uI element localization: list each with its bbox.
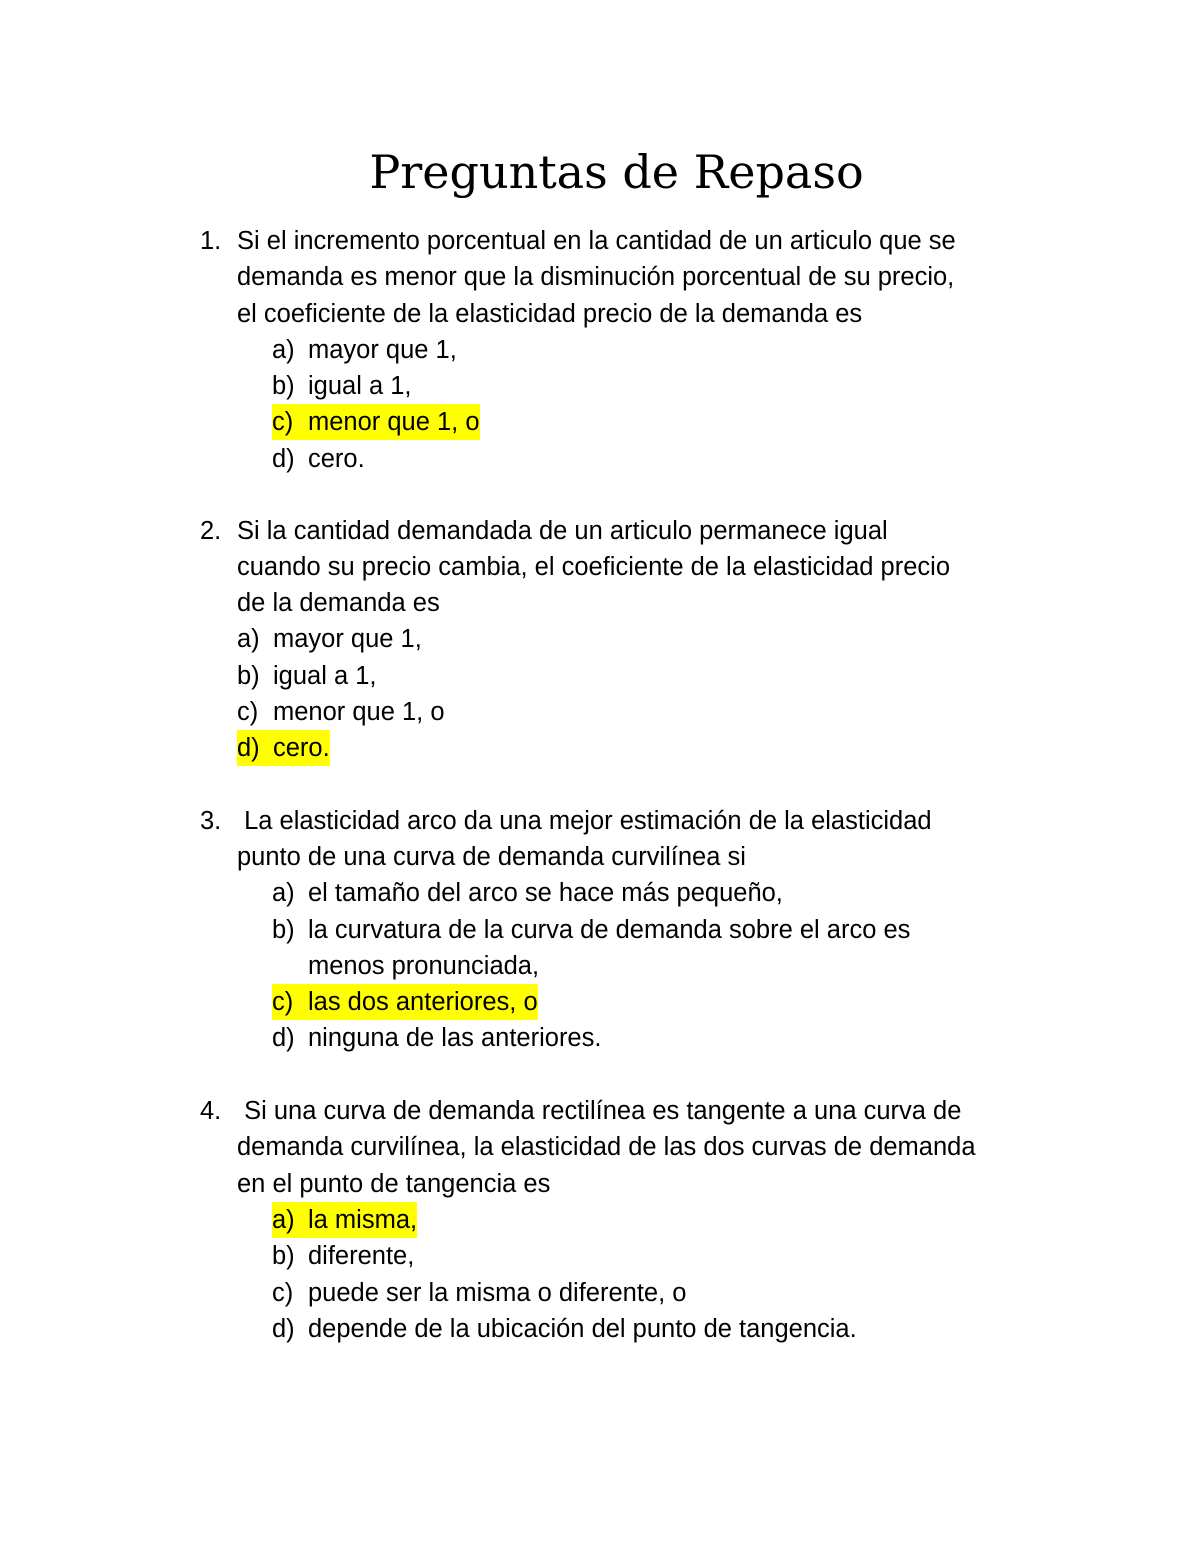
option-d — [272, 441, 365, 477]
option-c-highlighted — [272, 984, 538, 1020]
option-text: igual a 1, — [273, 662, 377, 690]
question-number: 2. — [200, 517, 222, 545]
option-d — [272, 1311, 857, 1347]
option-d-highlighted — [237, 730, 330, 766]
option-text: las dos anteriores, o — [308, 988, 538, 1016]
question-number: 3. — [200, 807, 222, 835]
option-letter: b) — [237, 662, 260, 690]
option-a — [272, 875, 783, 911]
question-text-line: Si la cantidad demandada de un articulo permanece igual — [237, 517, 888, 545]
question-text-line: La elasticidad arco da una mejor estimación de la elasticidad — [237, 807, 932, 835]
option-letter: c) — [272, 408, 294, 436]
option-text: la curvatura de la curva de demanda sobre el arco es — [308, 916, 911, 944]
question-text-line: demanda es menor que la disminución porcentual de su precio, — [237, 263, 955, 291]
option-text: ninguna de las anteriores. — [308, 1024, 602, 1052]
option-c — [272, 1275, 686, 1311]
option-letter: d) — [237, 734, 260, 762]
option-a — [237, 621, 422, 657]
option-letter: c) — [237, 698, 259, 726]
option-b — [237, 658, 377, 694]
question-text-line: el coeficiente de la elasticidad precio de la demanda es — [237, 300, 863, 328]
option-text: mayor que 1, — [273, 625, 422, 653]
option-text: depende de la ubicación del punto de tangencia. — [308, 1315, 857, 1343]
option-text: menor que 1, o — [273, 698, 445, 726]
option-text: cero. — [308, 445, 365, 473]
option-letter: a) — [272, 336, 295, 364]
option-letter: b) — [272, 372, 295, 400]
page-title: Preguntas de Repaso — [369, 145, 864, 199]
option-letter: a) — [272, 1206, 295, 1234]
option-text: menor que 1, o — [308, 408, 480, 436]
option-text-continuation: menos pronunciada, — [308, 952, 540, 980]
option-text: diferente, — [308, 1242, 415, 1270]
option-b — [272, 1238, 414, 1274]
question-text-line: de la demanda es — [237, 589, 440, 617]
question-text-line: demanda curvilínea, la elasticidad de las dos curvas de demanda — [237, 1133, 976, 1161]
option-letter: b) — [272, 916, 295, 944]
option-letter: b) — [272, 1242, 295, 1270]
question-text-line: cuando su precio cambia, el coeficiente de la elasticidad precio — [237, 553, 951, 581]
option-letter: c) — [272, 988, 294, 1016]
option-text: cero. — [273, 734, 330, 762]
option-text: el tamaño del arco se hace más pequeño, — [308, 879, 783, 907]
question-text-line: Si una curva de demanda rectilínea es tangente a una curva de — [237, 1097, 962, 1125]
question-text-line: punto de una curva de demanda curvilínea si — [237, 843, 746, 871]
option-letter: c) — [272, 1279, 294, 1307]
option-letter: d) — [272, 1315, 295, 1343]
option-letter: a) — [272, 879, 295, 907]
option-letter: a) — [237, 625, 260, 653]
option-d — [272, 1020, 601, 1056]
question-number: 1. — [200, 227, 222, 255]
option-letter: d) — [272, 1024, 295, 1052]
option-a-highlighted — [272, 1202, 417, 1238]
question-text-line: Si el incremento porcentual en la cantidad de un articulo que se — [237, 227, 956, 255]
question-number: 4. — [200, 1097, 222, 1125]
option-text: igual a 1, — [308, 372, 412, 400]
option-letter: d) — [272, 445, 295, 473]
option-text: mayor que 1, — [308, 336, 457, 364]
option-text: puede ser la misma o diferente, o — [308, 1279, 687, 1307]
option-text: la misma, — [308, 1206, 418, 1234]
option-c — [237, 694, 445, 730]
option-b — [272, 912, 910, 948]
option-a — [272, 332, 457, 368]
option-b — [272, 368, 412, 404]
question-text-line: en el punto de tangencia es — [237, 1170, 551, 1198]
option-c-highlighted — [272, 404, 480, 440]
